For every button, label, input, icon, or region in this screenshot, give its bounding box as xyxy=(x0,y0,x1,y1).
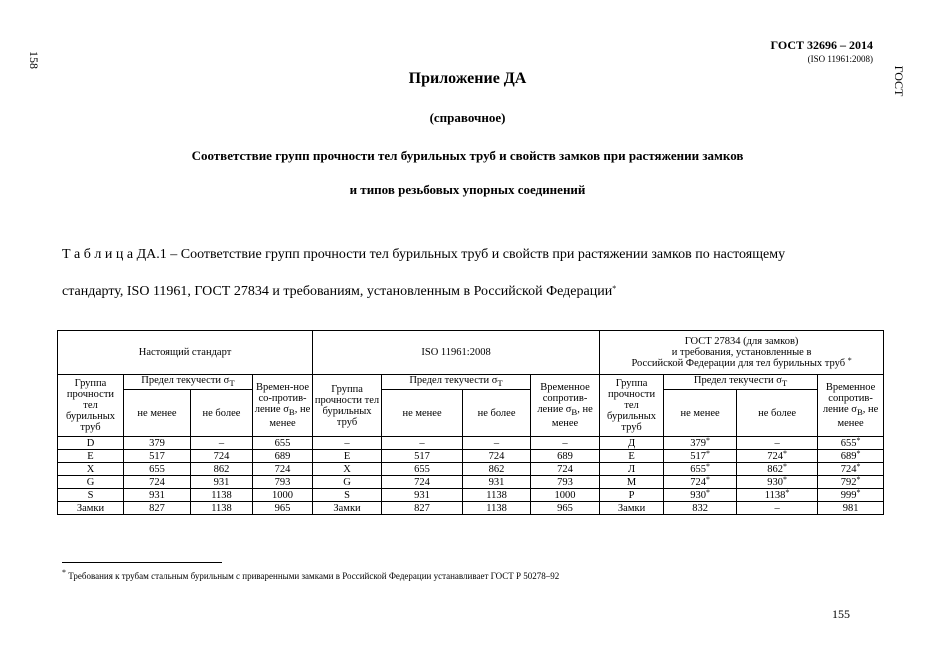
col-max-1: не более xyxy=(191,390,253,437)
table-cell: 689* xyxy=(818,450,884,463)
title-line-1: Соответствие групп прочности тел бурильных труб и свойств замков при растяжении замков xyxy=(191,148,744,163)
table-cell: 724 xyxy=(531,463,600,476)
table-cell: – xyxy=(463,437,531,450)
table-cell: 999* xyxy=(818,489,884,502)
table-cell: S xyxy=(58,489,124,502)
standard-header: ГОСТ 32696 – 2014 xyxy=(770,38,873,52)
table-cell: – xyxy=(737,437,818,450)
table-cell: Л xyxy=(600,463,664,476)
table-cell: 724 xyxy=(463,450,531,463)
col-tensile-2: Временное сопротив-ление $\sigma_В$, не менее xyxy=(531,375,600,437)
col-min-2: не менее xyxy=(382,390,463,437)
appendix-type: (справочное) xyxy=(429,110,506,125)
table-cell: 724* xyxy=(737,450,818,463)
table-row xyxy=(58,502,884,515)
table-cell: Замки xyxy=(58,502,124,515)
table-cell: 724 xyxy=(124,476,191,489)
table-row xyxy=(58,463,884,476)
table-cell: – xyxy=(531,437,600,450)
appendix-title: Приложение ДА xyxy=(408,70,527,87)
table-cell: 793 xyxy=(531,476,600,489)
table-cell: 832 xyxy=(664,502,737,515)
side-label: ГОСТ xyxy=(892,65,906,97)
table-cell: 1138 xyxy=(463,502,531,515)
table-cell: 655 xyxy=(124,463,191,476)
col-max-3: не более xyxy=(737,390,818,437)
table-cell: E xyxy=(313,450,382,463)
title-line-2: и типов резьбовых упорных соединений xyxy=(349,182,586,197)
table-body xyxy=(58,437,884,515)
table-cell: 689 xyxy=(531,450,600,463)
table-cell: 655 xyxy=(253,437,313,450)
table-row xyxy=(58,437,884,450)
table-cell: – xyxy=(737,502,818,515)
table-cell: X xyxy=(58,463,124,476)
table-row xyxy=(58,489,884,502)
table-cell: Д xyxy=(600,437,664,450)
header-iso: ISO 11961:2008 xyxy=(313,331,600,375)
table-cell: 965 xyxy=(531,502,600,515)
table-cell: 724 xyxy=(253,463,313,476)
table-cell: 931 xyxy=(124,489,191,502)
col-max-2: не более xyxy=(463,390,531,437)
table-cell: 862 xyxy=(191,463,253,476)
caption-footnote-mark: * xyxy=(612,284,617,293)
table-cell: Е xyxy=(600,450,664,463)
footnote: * Требования к трубам стальным бурильным с приваренными замками в Российской Федерации устанавливает ГОСТ Р 50278–92 xyxy=(62,568,560,581)
table-cell: 379* xyxy=(664,437,737,450)
table-cell: 862 xyxy=(463,463,531,476)
table-cell: 517* xyxy=(664,450,737,463)
table-cell: 930* xyxy=(737,476,818,489)
table-cell: Р xyxy=(600,489,664,502)
col-tensile-1: Времен-ное со-против-ление $\sigma_В$, не менее xyxy=(253,375,313,437)
table-caption-line-2: стандарту, ISO 11961, ГОСТ 27834 и требованиям, установленным в Российской Федерации* xyxy=(62,284,617,299)
table-cell: Замки xyxy=(313,502,382,515)
table-cell: 827 xyxy=(124,502,191,515)
header-this-standard: Настоящий стандарт xyxy=(58,331,313,375)
table-cell: 931 xyxy=(463,476,531,489)
table-cell: 1138* xyxy=(737,489,818,502)
col-min-1: не менее xyxy=(124,390,191,437)
table-cell: E xyxy=(58,450,124,463)
iso-reference: (ISO 11961:2008) xyxy=(807,54,873,64)
table-cell: Замки xyxy=(600,502,664,515)
col-min-3: не менее xyxy=(664,390,737,437)
table-cell: D xyxy=(58,437,124,450)
table-cell: 1138 xyxy=(463,489,531,502)
table-cell: 1138 xyxy=(191,502,253,515)
table-cell: S xyxy=(313,489,382,502)
table-cell: 689 xyxy=(253,450,313,463)
col-tensile-3: Временное сопротив-ление $\sigma_В$, не менее xyxy=(818,375,884,437)
table-cell: X xyxy=(313,463,382,476)
correspondence-table xyxy=(57,330,884,515)
table-cell: – xyxy=(382,437,463,450)
side-page-number: 158 xyxy=(27,51,41,69)
table-cell: G xyxy=(313,476,382,489)
table-cell: 655 xyxy=(382,463,463,476)
header-gost: ГОСТ 27834 (для замков) и требования, установленные в Российской Федерации для тел бурильных труб * xyxy=(600,331,884,375)
table-cell: – xyxy=(313,437,382,450)
table-cell: 1000 xyxy=(531,489,600,502)
table-cell: 793 xyxy=(253,476,313,489)
table-cell: 1138 xyxy=(191,489,253,502)
table-cell: 930* xyxy=(664,489,737,502)
table-cell: 655* xyxy=(818,437,884,450)
table-row xyxy=(58,476,884,489)
table-cell: G xyxy=(58,476,124,489)
col-yield-1: Предел текучести $\sigma_Т$ xyxy=(124,375,253,390)
table-cell: 724 xyxy=(382,476,463,489)
footnote-divider xyxy=(62,562,222,563)
col-yield-2: Предел текучести $\sigma_Т$ xyxy=(382,375,531,390)
table-caption-line-1: Т а б л и ц а ДА.1 – Соответствие групп прочности тел бурильных труб и свойств при растяжении замков по настоящему xyxy=(62,247,786,262)
table-cell: – xyxy=(191,437,253,450)
table-cell: М xyxy=(600,476,664,489)
table-row xyxy=(58,450,884,463)
table-cell: 965 xyxy=(253,502,313,515)
page-number: 155 xyxy=(832,607,850,621)
table-cell: 792* xyxy=(818,476,884,489)
col-yield-3: Предел текучести $\sigma_Т$ xyxy=(664,375,818,390)
table-cell: 724 xyxy=(191,450,253,463)
table-cell: 1000 xyxy=(253,489,313,502)
table-cell: 862* xyxy=(737,463,818,476)
table-cell: 379 xyxy=(124,437,191,450)
table-cell: 724* xyxy=(818,463,884,476)
table-cell: 517 xyxy=(382,450,463,463)
table-cell: 931 xyxy=(382,489,463,502)
table-cell: 724* xyxy=(664,476,737,489)
table-cell: 981 xyxy=(818,502,884,515)
table-cell: 655* xyxy=(664,463,737,476)
table-cell: 517 xyxy=(124,450,191,463)
table-cell: 931 xyxy=(191,476,253,489)
table-cell: 827 xyxy=(382,502,463,515)
col-group-2: Группа прочности тел бурильных труб xyxy=(313,375,382,437)
col-group-1: Группа прочности тел бурильных труб xyxy=(58,375,124,437)
col-group-3: Группа прочности тел бурильных труб xyxy=(600,375,664,437)
